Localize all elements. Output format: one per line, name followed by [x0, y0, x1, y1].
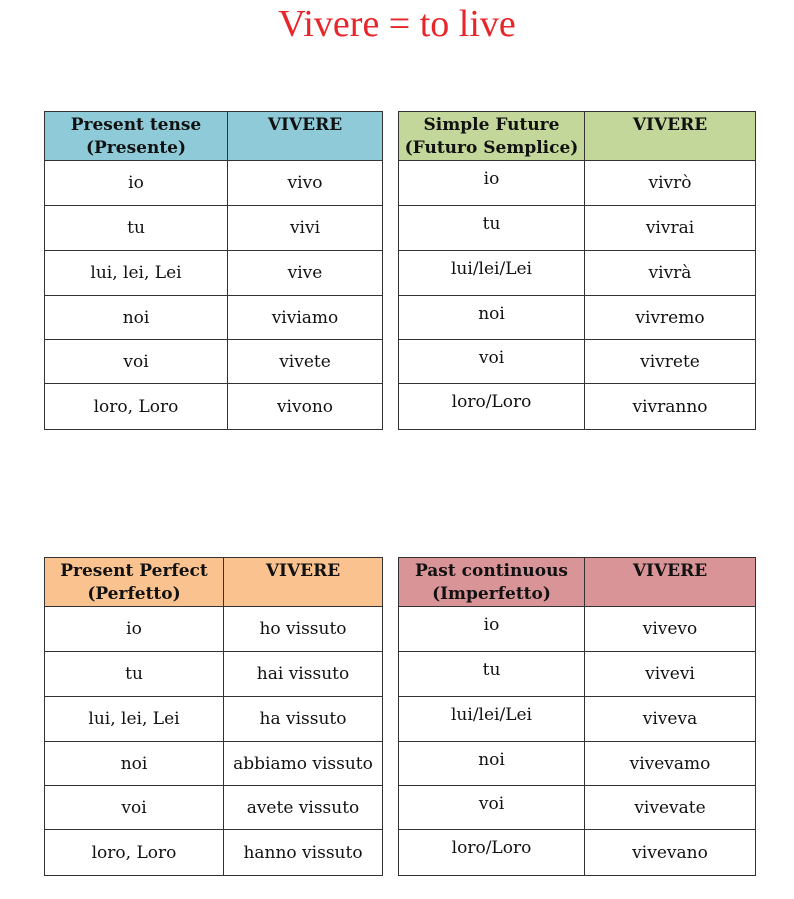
form-cell: ha vissuto [224, 697, 383, 742]
pronoun-cell: noi [399, 742, 585, 786]
tense-name: Present tense [70, 115, 202, 135]
form-cell: vivevo [585, 607, 756, 652]
table-header-row [399, 558, 756, 607]
pronoun-cell: tu [45, 206, 228, 251]
form-cell: vivranno [585, 384, 756, 430]
table-row [399, 607, 756, 652]
tense-header [45, 558, 224, 607]
table-row [45, 161, 383, 206]
form-cell: vivono [228, 384, 383, 430]
table-row [399, 206, 756, 251]
form-cell: vivevate [585, 786, 756, 830]
pronoun-cell: io [45, 161, 228, 206]
form-cell: vivremo [585, 296, 756, 340]
table-row [45, 742, 383, 786]
form-cell: vivete [228, 340, 383, 384]
form-cell: avete vissuto [224, 786, 383, 830]
table-row [45, 830, 383, 876]
table-row [45, 607, 383, 652]
form-cell: vivevamo [585, 742, 756, 786]
table-row [45, 340, 383, 384]
table-row [45, 206, 383, 251]
verb-header: VIVERE [228, 112, 383, 161]
form-cell: viveva [585, 697, 756, 742]
pronoun-cell: voi [45, 786, 224, 830]
table-row [399, 786, 756, 830]
present-tense-table [44, 111, 383, 430]
table-header-row [45, 112, 383, 161]
tense-name: Simple Future [423, 115, 560, 135]
table-header-row [399, 112, 756, 161]
form-cell: hanno vissuto [224, 830, 383, 876]
pronoun-cell: loro, Loro [45, 384, 228, 430]
pronoun-cell: io [399, 607, 585, 652]
pronoun-cell: io [45, 607, 224, 652]
form-cell: vivrà [585, 251, 756, 296]
form-cell: vive [228, 251, 383, 296]
table-row [399, 830, 756, 876]
form-cell: vivrò [585, 161, 756, 206]
pronoun-cell: loro, Loro [45, 830, 224, 876]
table-row [399, 296, 756, 340]
simple-future-table [398, 111, 756, 430]
form-cell: vivo [228, 161, 383, 206]
pronoun-cell: tu [399, 652, 585, 697]
pronoun-cell: noi [45, 742, 224, 786]
pronoun-cell: lui/lei/Lei [399, 697, 585, 742]
form-cell: vivrai [585, 206, 756, 251]
pronoun-cell: noi [399, 296, 585, 340]
tense-italian-name: (Imperfetto) [432, 584, 551, 604]
pronoun-cell: loro/Loro [399, 384, 585, 430]
tense-name: Past continuous [414, 561, 569, 581]
table-row [399, 340, 756, 384]
table-row [399, 697, 756, 742]
tense-header [45, 112, 228, 161]
pronoun-cell: lui/lei/Lei [399, 251, 585, 296]
table-row [45, 296, 383, 340]
form-cell: viviamo [228, 296, 383, 340]
tense-header [399, 558, 585, 607]
tense-italian-name: (Perfetto) [87, 584, 181, 604]
tense-header [399, 112, 585, 161]
form-cell: hai vissuto [224, 652, 383, 697]
pronoun-cell: voi [399, 340, 585, 384]
table-row [399, 251, 756, 296]
table-row [45, 652, 383, 697]
table-row [399, 161, 756, 206]
tense-name: Present Perfect [60, 561, 208, 581]
tense-italian-name: (Futuro Semplice) [404, 138, 579, 158]
table-row [399, 742, 756, 786]
pronoun-cell: voi [399, 786, 585, 830]
table-header-row [45, 558, 383, 607]
pronoun-cell: lui, lei, Lei [45, 251, 228, 296]
past-continuous-table [398, 557, 756, 876]
table-row [45, 251, 383, 296]
table-row [399, 652, 756, 697]
form-cell: abbiamo vissuto [224, 742, 383, 786]
pronoun-cell: tu [399, 206, 585, 251]
verb-header: VIVERE [585, 558, 756, 607]
form-cell: ho vissuto [224, 607, 383, 652]
form-cell: vivevi [585, 652, 756, 697]
page-title: Vivere = to live [278, 3, 516, 45]
pronoun-cell: tu [45, 652, 224, 697]
form-cell: vivevano [585, 830, 756, 876]
table-row [45, 697, 383, 742]
present-perfect-table [44, 557, 383, 876]
form-cell: vivi [228, 206, 383, 251]
verb-header: VIVERE [224, 558, 383, 607]
pronoun-cell: voi [45, 340, 228, 384]
pronoun-cell: io [399, 161, 585, 206]
verb-header: VIVERE [585, 112, 756, 161]
table-row [45, 786, 383, 830]
pronoun-cell: lui, lei, Lei [45, 697, 224, 742]
pronoun-cell: loro/Loro [399, 830, 585, 876]
table-row [45, 384, 383, 430]
table-row [399, 384, 756, 430]
tense-italian-name: (Presente) [85, 138, 187, 158]
form-cell: vivrete [585, 340, 756, 384]
pronoun-cell: noi [45, 296, 228, 340]
